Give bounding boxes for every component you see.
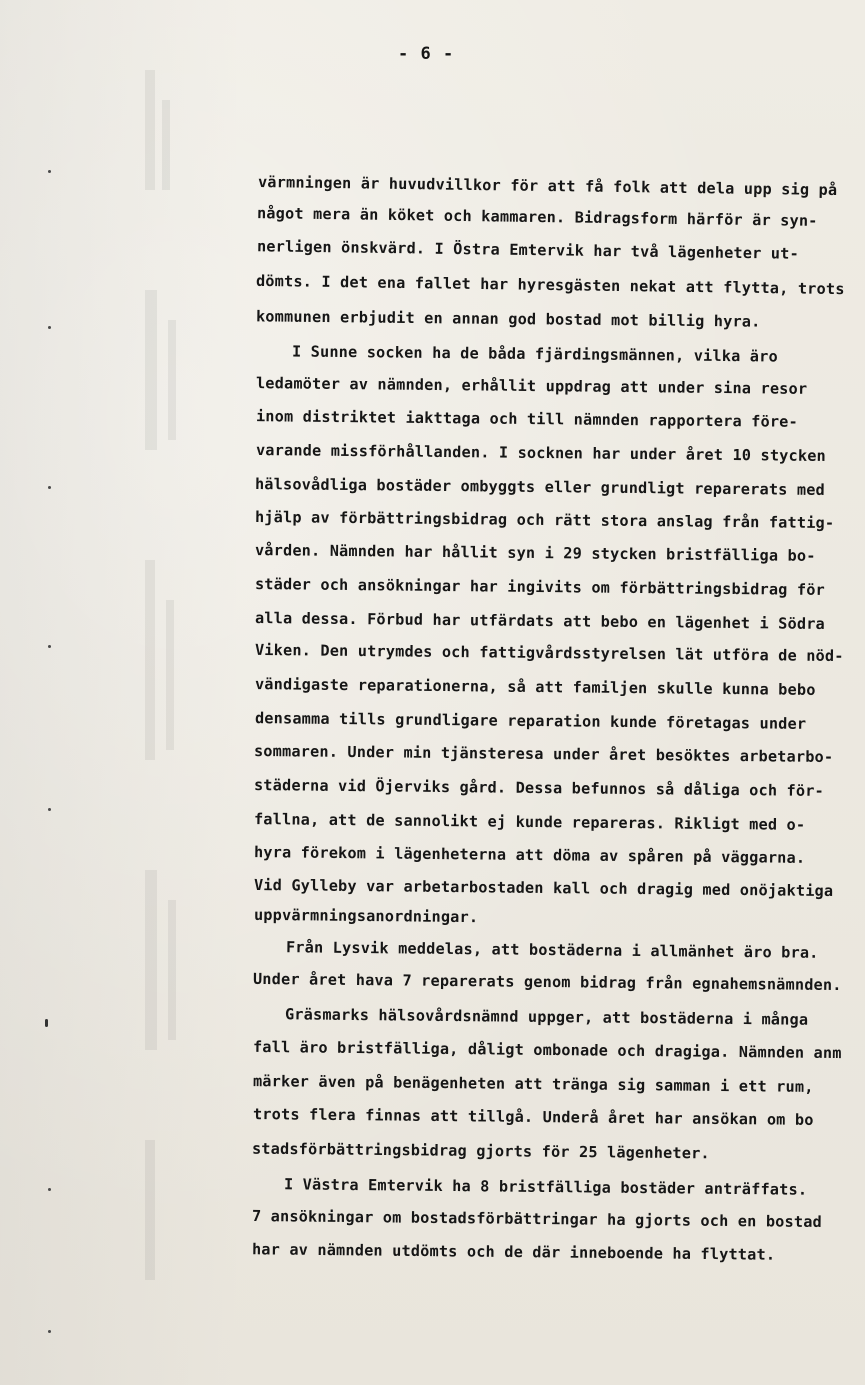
text-line: ledamöter av nämnden, erhållit uppdrag att under sina resor: [255, 374, 808, 398]
margin-dot: [48, 486, 51, 489]
text-line: uppvärmningsanordningar.: [253, 905, 479, 927]
page-number: - 6 -: [398, 44, 455, 64]
text-line: dömts. I det ena fallet har hyresgästen nekat att flytta, trots: [255, 271, 845, 299]
text-line: Viken. Den utrymdes och fattigvårdsstyrelsen lät utföra de nöd-: [254, 640, 844, 666]
text-line: varande missförhållanden. I socknen har under året 10 stycken: [255, 441, 827, 465]
text-line: nerligen önskvärd. I Östra Emtervik har två lägenheter ut-: [256, 237, 800, 263]
margin-dot: [48, 808, 51, 811]
text-line: städerna vid Öjerviks gård. Dessa befunnos så dåliga och för-: [253, 776, 825, 800]
text-line: sommaren. Under min tjänsteresa under året besöktes arbetarbo-: [253, 741, 834, 767]
margin-dot: [48, 1330, 51, 1333]
text-line: I Sunne socken ha de båda fjärdingsmännen, vilka äro: [291, 342, 778, 366]
text-line: hyra förekom i lägenheterna att döma av spåren på väggarna.: [253, 843, 806, 867]
text-line: vändigaste reparationerna, så att familjen skulle kunna bebo: [254, 675, 816, 699]
text-line: städer och ansökningar har ingivits om förbättringsbidrag för: [254, 575, 826, 599]
text-line: Under året hava 7 reparerats genom bidrag från egnahemsnämnden.: [252, 969, 842, 995]
text-line: I Västra Emtervik ha 8 bristfälliga bostäder anträffats.: [283, 1175, 808, 1199]
text-line: trots flera finnas att tillgå. Underå året har ansökan om bo: [252, 1105, 814, 1129]
text-line: alla dessa. Förbud har utfärdats att bebo en lägenhet i Södra: [254, 609, 826, 633]
text-line: märker även på benägenheten att tränga sig samman i ett rum,: [252, 1072, 814, 1096]
text-line: Vid Gylleby var arbetarbostaden kall och dragig med onöjaktiga: [253, 875, 834, 901]
text-line: kommunen erbjudit en annan god bostad mot billig hyra.: [255, 307, 761, 331]
text-line: har av nämnden utdömts och de där inneboende ha flyttat.: [251, 1240, 776, 1264]
text-line: densamma tills grundligare reparation kunde företagas under: [254, 709, 807, 733]
text-line: inom distriktet iakttaga och till nämnden rapportera före-: [255, 407, 799, 431]
text-line: vården. Nämnden har hållit syn i 29 stycken bristfälliga bo-: [254, 541, 816, 565]
text-line: Från Lysvik meddelas, att bostäderna i allmänhet äro bra.: [285, 938, 819, 962]
margin-mark: [45, 1019, 48, 1027]
margin-dot: [48, 170, 51, 173]
margin-dot: [48, 1188, 51, 1191]
faint-watermark-graphic: [90, 40, 230, 1340]
text-line: fallna, att de sannolikt ej kunde repareras. Rikligt med o-: [253, 810, 806, 834]
margin-dot: [48, 326, 51, 329]
text-line: 7 ansökningar om bostadsförbättringar ha gjorts och en bostad: [251, 1207, 823, 1231]
text-line: Gräsmarks hälsovårdsnämnd uppger, att bostäderna i många: [284, 1005, 809, 1029]
margin-dot: [48, 645, 51, 648]
text-line: fall äro bristfälliga, dåligt ombonade och dragiga. Nämnden anm: [252, 1037, 842, 1063]
text-line: stadsförbättringsbidrag gjorts för 25 lägenheter.: [251, 1139, 710, 1163]
text-line: hjälp av förbättringsbidrag och rätt stora anslag från fattig-: [254, 507, 835, 533]
text-line: något mera än köket och kammaren. Bidragsform härför är syn-: [256, 204, 818, 230]
text-line: hälsovådliga bostäder ombyggts eller grundligt reparerats med: [254, 475, 826, 499]
text-line: värmningen är huvudvillkor för att få folk att dela upp sig på: [257, 172, 838, 200]
